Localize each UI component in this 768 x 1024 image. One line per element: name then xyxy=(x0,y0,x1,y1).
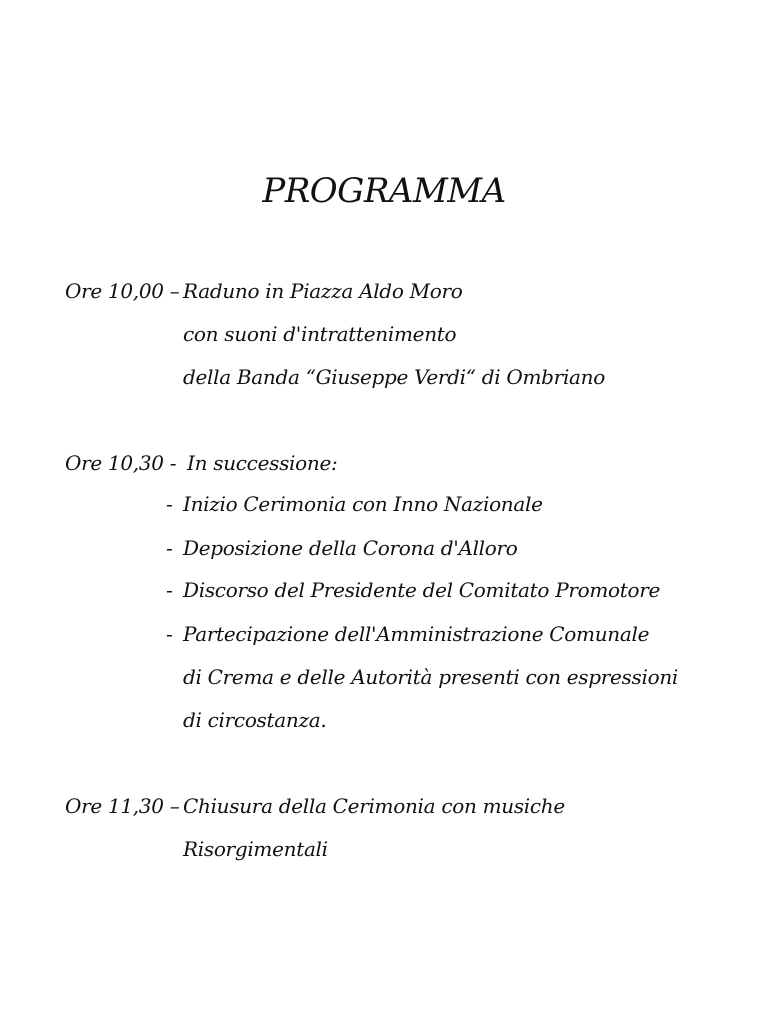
section-time: Ore 10,00 – xyxy=(65,279,180,303)
section-line: Chiusura della Cerimonia con musiche xyxy=(183,794,565,818)
section-line: Raduno in Piazza Aldo Moro xyxy=(183,279,463,303)
section-line: della Banda “Giuseppe Verdi“ di Ombriano xyxy=(183,365,605,389)
section-line: Risorgimentali xyxy=(183,837,328,861)
section-intro: In successione: xyxy=(187,451,338,475)
list-item: Discorso del Presidente del Comitato Promotore xyxy=(183,578,661,602)
section-line: con suoni d'intrattenimento xyxy=(183,322,457,346)
page-title: PROGRAMMA xyxy=(262,171,506,211)
section-time: Ore 10,30 - xyxy=(65,451,177,475)
list-item-continuation: di Crema e delle Autorità presenti con espressioni xyxy=(183,665,678,689)
list-item: Partecipazione dell'Amministrazione Comunale xyxy=(183,622,650,646)
list-item-continuation: di circostanza. xyxy=(183,708,327,732)
list-dash: - xyxy=(166,536,173,560)
list-item: Deposizione della Corona d'Alloro xyxy=(183,536,518,560)
list-item: Inizio Cerimonia con Inno Nazionale xyxy=(183,492,543,516)
section-time: Ore 11,30 – xyxy=(65,794,180,818)
list-dash: - xyxy=(166,578,173,602)
list-dash: - xyxy=(166,492,173,516)
list-dash: - xyxy=(166,622,173,646)
